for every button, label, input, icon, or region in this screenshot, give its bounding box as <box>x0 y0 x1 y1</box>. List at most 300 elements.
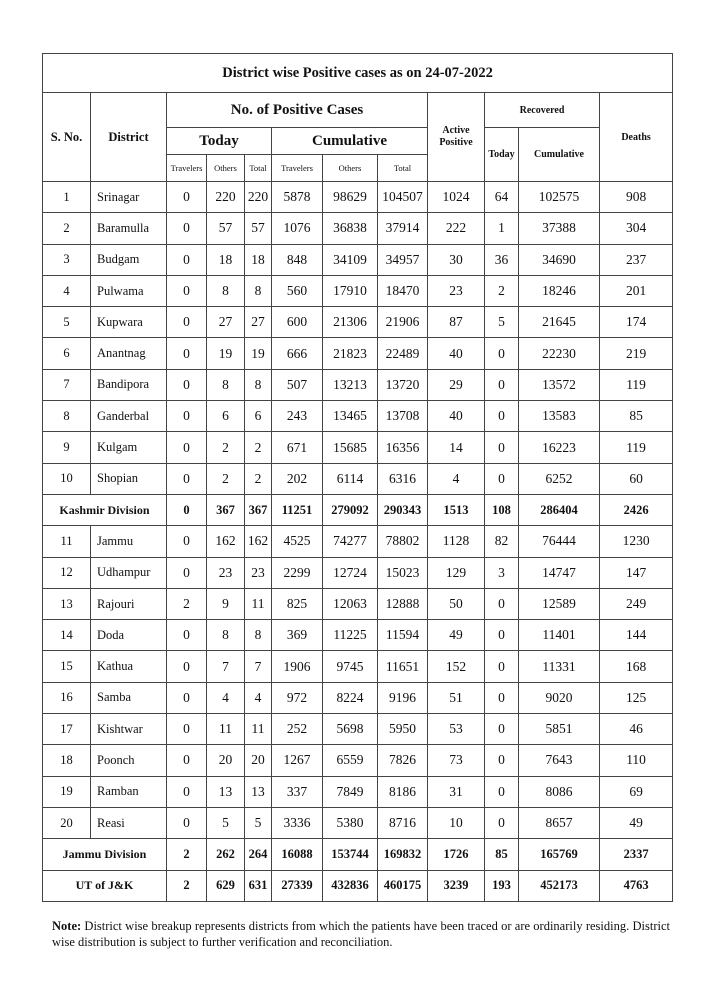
active-positive-header: Active Positive <box>428 93 485 182</box>
value-cell: 0 <box>485 588 519 619</box>
sno-cell: 15 <box>43 651 91 682</box>
value-cell: 22489 <box>378 338 428 369</box>
total-cell: 165769 <box>519 839 600 870</box>
value-cell: 2 <box>167 588 207 619</box>
value-cell: 0 <box>167 463 207 494</box>
value-cell: 8716 <box>378 807 428 838</box>
value-cell: 11 <box>245 588 272 619</box>
district-cell: Kishtwar <box>91 714 167 745</box>
value-cell: 64 <box>485 182 519 213</box>
value-cell: 11651 <box>378 651 428 682</box>
total-cell: 27339 <box>272 870 323 901</box>
total-cell: 153744 <box>323 839 378 870</box>
value-cell: 152 <box>428 651 485 682</box>
value-cell: 57 <box>207 213 245 244</box>
value-cell: 74277 <box>323 526 378 557</box>
table-row <box>43 401 673 432</box>
value-cell: 4525 <box>272 526 323 557</box>
value-cell: 162 <box>207 526 245 557</box>
value-cell: 119 <box>600 432 673 463</box>
value-cell: 8 <box>207 620 245 651</box>
table-row <box>43 807 673 838</box>
table-row <box>43 275 673 306</box>
value-cell: 7643 <box>519 745 600 776</box>
table-title: District wise Positive cases as on 24-07-2022 <box>43 54 673 93</box>
value-cell: 0 <box>485 432 519 463</box>
value-cell: 0 <box>485 651 519 682</box>
value-cell: 9745 <box>323 651 378 682</box>
value-cell: 0 <box>485 620 519 651</box>
value-cell: 0 <box>167 275 207 306</box>
footnote <box>52 918 670 950</box>
division-total-row <box>43 870 673 901</box>
value-cell: 11401 <box>519 620 600 651</box>
value-cell: 13 <box>207 776 245 807</box>
table-row <box>43 557 673 588</box>
total-cell: 2426 <box>600 494 673 525</box>
value-cell: 8186 <box>378 776 428 807</box>
table-row <box>43 745 673 776</box>
value-cell: 23 <box>428 275 485 306</box>
value-cell: 3336 <box>272 807 323 838</box>
value-cell: 237 <box>600 244 673 275</box>
positive-cases-header: No. of Positive Cases <box>167 93 428 128</box>
value-cell: 21306 <box>323 307 378 338</box>
value-cell: 560 <box>272 275 323 306</box>
value-cell: 5 <box>485 307 519 338</box>
value-cell: 13572 <box>519 369 600 400</box>
recovered-today-header: Today <box>485 128 519 182</box>
district-cell: Baramulla <box>91 213 167 244</box>
value-cell: 57 <box>245 213 272 244</box>
recovered-cumulative-header: Cumulative <box>519 128 600 182</box>
value-cell: 73 <box>428 745 485 776</box>
value-cell: 2 <box>245 432 272 463</box>
total-cell: 2 <box>167 870 207 901</box>
value-cell: 0 <box>167 526 207 557</box>
value-cell: 13708 <box>378 401 428 432</box>
sno-cell: 17 <box>43 714 91 745</box>
value-cell: 2 <box>207 432 245 463</box>
value-cell: 22230 <box>519 338 600 369</box>
value-cell: 249 <box>600 588 673 619</box>
value-cell: 337 <box>272 776 323 807</box>
value-cell: 49 <box>600 807 673 838</box>
value-cell: 34109 <box>323 244 378 275</box>
value-cell: 11 <box>245 714 272 745</box>
value-cell: 0 <box>485 682 519 713</box>
table-row <box>43 432 673 463</box>
value-cell: 0 <box>485 807 519 838</box>
value-cell: 600 <box>272 307 323 338</box>
value-cell: 11594 <box>378 620 428 651</box>
district-cell: Jammu <box>91 526 167 557</box>
value-cell: 23 <box>207 557 245 588</box>
sno-cell: 5 <box>43 307 91 338</box>
division-total-row <box>43 494 673 525</box>
note-label: Note: <box>52 919 82 933</box>
total-label: Jammu Division <box>43 839 167 870</box>
total-cell: 629 <box>207 870 245 901</box>
sno-cell: 14 <box>43 620 91 651</box>
value-cell: 69 <box>600 776 673 807</box>
value-cell: 76444 <box>519 526 600 557</box>
value-cell: 671 <box>272 432 323 463</box>
value-cell: 1076 <box>272 213 323 244</box>
value-cell: 12063 <box>323 588 378 619</box>
value-cell: 14747 <box>519 557 600 588</box>
value-cell: 5878 <box>272 182 323 213</box>
value-cell: 50 <box>428 588 485 619</box>
value-cell: 60 <box>600 463 673 494</box>
value-cell: 168 <box>600 651 673 682</box>
value-cell: 13583 <box>519 401 600 432</box>
value-cell: 174 <box>600 307 673 338</box>
value-cell: 0 <box>167 432 207 463</box>
value-cell: 507 <box>272 369 323 400</box>
value-cell: 8224 <box>323 682 378 713</box>
value-cell: 6559 <box>323 745 378 776</box>
total-cell: 0 <box>167 494 207 525</box>
table-row <box>43 682 673 713</box>
sno-cell: 12 <box>43 557 91 588</box>
total-cell: 85 <box>485 839 519 870</box>
value-cell: 51 <box>428 682 485 713</box>
value-cell: 8 <box>245 620 272 651</box>
value-cell: 46 <box>600 714 673 745</box>
total-label: Kashmir Division <box>43 494 167 525</box>
value-cell: 17910 <box>323 275 378 306</box>
value-cell: 2 <box>485 275 519 306</box>
recovered-header: Recovered <box>485 93 600 128</box>
value-cell: 119 <box>600 369 673 400</box>
value-cell: 5380 <box>323 807 378 838</box>
total-cell: 3239 <box>428 870 485 901</box>
value-cell: 11 <box>207 714 245 745</box>
value-cell: 0 <box>485 714 519 745</box>
value-cell: 1024 <box>428 182 485 213</box>
sno-cell: 13 <box>43 588 91 619</box>
value-cell: 0 <box>167 776 207 807</box>
value-cell: 5 <box>207 807 245 838</box>
value-cell: 0 <box>167 338 207 369</box>
value-cell: 1 <box>485 213 519 244</box>
value-cell: 144 <box>600 620 673 651</box>
value-cell: 27 <box>207 307 245 338</box>
value-cell: 0 <box>167 714 207 745</box>
district-cell: Udhampur <box>91 557 167 588</box>
note-text: District wise breakup represents districts from which the patients have been traced or are ordinarily residing. District wise distribution is subject to further verification and reconciliation. <box>52 919 670 949</box>
district-cell: Ramban <box>91 776 167 807</box>
total-cell: 631 <box>245 870 272 901</box>
value-cell: 78802 <box>378 526 428 557</box>
district-cell: Pulwama <box>91 275 167 306</box>
value-cell: 16223 <box>519 432 600 463</box>
district-cell: Anantnag <box>91 338 167 369</box>
value-cell: 1906 <box>272 651 323 682</box>
sno-cell: 3 <box>43 244 91 275</box>
value-cell: 825 <box>272 588 323 619</box>
value-cell: 7 <box>207 651 245 682</box>
value-cell: 0 <box>167 620 207 651</box>
value-cell: 21645 <box>519 307 600 338</box>
value-cell: 2 <box>245 463 272 494</box>
district-cell: Reasi <box>91 807 167 838</box>
table-row <box>43 776 673 807</box>
value-cell: 21906 <box>378 307 428 338</box>
value-cell: 220 <box>207 182 245 213</box>
value-cell: 5851 <box>519 714 600 745</box>
district-cell: Poonch <box>91 745 167 776</box>
value-cell: 0 <box>167 213 207 244</box>
value-cell: 27 <box>245 307 272 338</box>
total-cell: 1726 <box>428 839 485 870</box>
total-cell: 262 <box>207 839 245 870</box>
value-cell: 9020 <box>519 682 600 713</box>
value-cell: 36 <box>485 244 519 275</box>
sno-cell: 16 <box>43 682 91 713</box>
value-cell: 848 <box>272 244 323 275</box>
value-cell: 87 <box>428 307 485 338</box>
value-cell: 6252 <box>519 463 600 494</box>
value-cell: 13465 <box>323 401 378 432</box>
cumulative-others-header: Others <box>323 155 378 182</box>
value-cell: 8 <box>245 369 272 400</box>
table-row <box>43 588 673 619</box>
value-cell: 15023 <box>378 557 428 588</box>
value-cell: 9196 <box>378 682 428 713</box>
total-cell: 367 <box>245 494 272 525</box>
value-cell: 34690 <box>519 244 600 275</box>
division-total-row <box>43 839 673 870</box>
value-cell: 18 <box>207 244 245 275</box>
value-cell: 6 <box>245 401 272 432</box>
total-cell: 460175 <box>378 870 428 901</box>
value-cell: 104507 <box>378 182 428 213</box>
district-cell: Shopian <box>91 463 167 494</box>
value-cell: 20 <box>207 745 245 776</box>
value-cell: 0 <box>485 463 519 494</box>
sno-header: S. No. <box>43 93 91 182</box>
district-header: District <box>91 93 167 182</box>
value-cell: 147 <box>600 557 673 588</box>
value-cell: 252 <box>272 714 323 745</box>
value-cell: 0 <box>167 369 207 400</box>
sno-cell: 11 <box>43 526 91 557</box>
total-cell: 290343 <box>378 494 428 525</box>
today-header: Today <box>167 128 272 155</box>
sno-cell: 10 <box>43 463 91 494</box>
value-cell: 40 <box>428 401 485 432</box>
value-cell: 14 <box>428 432 485 463</box>
value-cell: 3 <box>485 557 519 588</box>
total-cell: 11251 <box>272 494 323 525</box>
value-cell: 8086 <box>519 776 600 807</box>
value-cell: 11225 <box>323 620 378 651</box>
sno-cell: 19 <box>43 776 91 807</box>
value-cell: 0 <box>167 244 207 275</box>
table-row <box>43 307 673 338</box>
district-cell: Budgam <box>91 244 167 275</box>
value-cell: 0 <box>167 682 207 713</box>
sno-cell: 1 <box>43 182 91 213</box>
district-cell: Kupwara <box>91 307 167 338</box>
table-row <box>43 182 673 213</box>
value-cell: 21823 <box>323 338 378 369</box>
cumulative-travelers-header: Travelers <box>272 155 323 182</box>
district-cell: Doda <box>91 620 167 651</box>
value-cell: 162 <box>245 526 272 557</box>
value-cell: 5950 <box>378 714 428 745</box>
district-cell: Samba <box>91 682 167 713</box>
deaths-header: Deaths <box>600 93 673 182</box>
district-cell: Srinagar <box>91 182 167 213</box>
table-row <box>43 463 673 494</box>
value-cell: 82 <box>485 526 519 557</box>
value-cell: 0 <box>485 776 519 807</box>
cumulative-header: Cumulative <box>272 128 428 155</box>
report-sheet <box>42 53 672 902</box>
sno-cell: 2 <box>43 213 91 244</box>
value-cell: 1128 <box>428 526 485 557</box>
value-cell: 201 <box>600 275 673 306</box>
value-cell: 243 <box>272 401 323 432</box>
value-cell: 220 <box>245 182 272 213</box>
value-cell: 18 <box>245 244 272 275</box>
value-cell: 34957 <box>378 244 428 275</box>
value-cell: 5 <box>245 807 272 838</box>
value-cell: 0 <box>167 745 207 776</box>
cases-table <box>42 53 673 902</box>
value-cell: 98629 <box>323 182 378 213</box>
value-cell: 19 <box>245 338 272 369</box>
value-cell: 19 <box>207 338 245 369</box>
table-row <box>43 526 673 557</box>
total-cell: 4763 <box>600 870 673 901</box>
value-cell: 8657 <box>519 807 600 838</box>
table-row <box>43 213 673 244</box>
total-cell: 286404 <box>519 494 600 525</box>
value-cell: 29 <box>428 369 485 400</box>
value-cell: 13 <box>245 776 272 807</box>
total-cell: 169832 <box>378 839 428 870</box>
value-cell: 53 <box>428 714 485 745</box>
value-cell: 49 <box>428 620 485 651</box>
value-cell: 31 <box>428 776 485 807</box>
value-cell: 6114 <box>323 463 378 494</box>
value-cell: 0 <box>167 807 207 838</box>
value-cell: 369 <box>272 620 323 651</box>
value-cell: 18470 <box>378 275 428 306</box>
table-body <box>43 182 673 902</box>
value-cell: 37914 <box>378 213 428 244</box>
total-cell: 108 <box>485 494 519 525</box>
value-cell: 102575 <box>519 182 600 213</box>
value-cell: 0 <box>485 745 519 776</box>
value-cell: 222 <box>428 213 485 244</box>
value-cell: 972 <box>272 682 323 713</box>
value-cell: 8 <box>207 275 245 306</box>
value-cell: 20 <box>245 745 272 776</box>
total-cell: 1513 <box>428 494 485 525</box>
value-cell: 110 <box>600 745 673 776</box>
value-cell: 219 <box>600 338 673 369</box>
value-cell: 12724 <box>323 557 378 588</box>
value-cell: 36838 <box>323 213 378 244</box>
value-cell: 666 <box>272 338 323 369</box>
value-cell: 7849 <box>323 776 378 807</box>
value-cell: 0 <box>167 557 207 588</box>
district-cell: Kathua <box>91 651 167 682</box>
sno-cell: 9 <box>43 432 91 463</box>
value-cell: 0 <box>485 401 519 432</box>
table-row <box>43 714 673 745</box>
value-cell: 9 <box>207 588 245 619</box>
value-cell: 0 <box>485 369 519 400</box>
value-cell: 30 <box>428 244 485 275</box>
value-cell: 908 <box>600 182 673 213</box>
total-cell: 193 <box>485 870 519 901</box>
total-cell: 16088 <box>272 839 323 870</box>
value-cell: 13213 <box>323 369 378 400</box>
value-cell: 15685 <box>323 432 378 463</box>
value-cell: 85 <box>600 401 673 432</box>
total-cell: 432836 <box>323 870 378 901</box>
total-cell: 2 <box>167 839 207 870</box>
value-cell: 304 <box>600 213 673 244</box>
today-total-header: Total <box>245 155 272 182</box>
value-cell: 0 <box>167 651 207 682</box>
table-row <box>43 651 673 682</box>
sno-cell: 18 <box>43 745 91 776</box>
value-cell: 1230 <box>600 526 673 557</box>
value-cell: 4 <box>428 463 485 494</box>
value-cell: 125 <box>600 682 673 713</box>
value-cell: 0 <box>167 307 207 338</box>
table-row <box>43 338 673 369</box>
total-label: UT of J&K <box>43 870 167 901</box>
today-others-header: Others <box>207 155 245 182</box>
value-cell: 2299 <box>272 557 323 588</box>
district-cell: Ganderbal <box>91 401 167 432</box>
cumulative-total-header: Total <box>378 155 428 182</box>
sno-cell: 7 <box>43 369 91 400</box>
value-cell: 8 <box>207 369 245 400</box>
value-cell: 12589 <box>519 588 600 619</box>
value-cell: 4 <box>207 682 245 713</box>
total-cell: 2337 <box>600 839 673 870</box>
value-cell: 1267 <box>272 745 323 776</box>
value-cell: 5698 <box>323 714 378 745</box>
value-cell: 12888 <box>378 588 428 619</box>
total-cell: 367 <box>207 494 245 525</box>
sno-cell: 4 <box>43 275 91 306</box>
value-cell: 16356 <box>378 432 428 463</box>
value-cell: 6 <box>207 401 245 432</box>
district-cell: Kulgam <box>91 432 167 463</box>
total-cell: 452173 <box>519 870 600 901</box>
value-cell: 40 <box>428 338 485 369</box>
sno-cell: 8 <box>43 401 91 432</box>
district-cell: Rajouri <box>91 588 167 619</box>
value-cell: 0 <box>167 182 207 213</box>
sno-cell: 6 <box>43 338 91 369</box>
value-cell: 0 <box>485 338 519 369</box>
value-cell: 18246 <box>519 275 600 306</box>
total-cell: 279092 <box>323 494 378 525</box>
value-cell: 7826 <box>378 745 428 776</box>
value-cell: 4 <box>245 682 272 713</box>
